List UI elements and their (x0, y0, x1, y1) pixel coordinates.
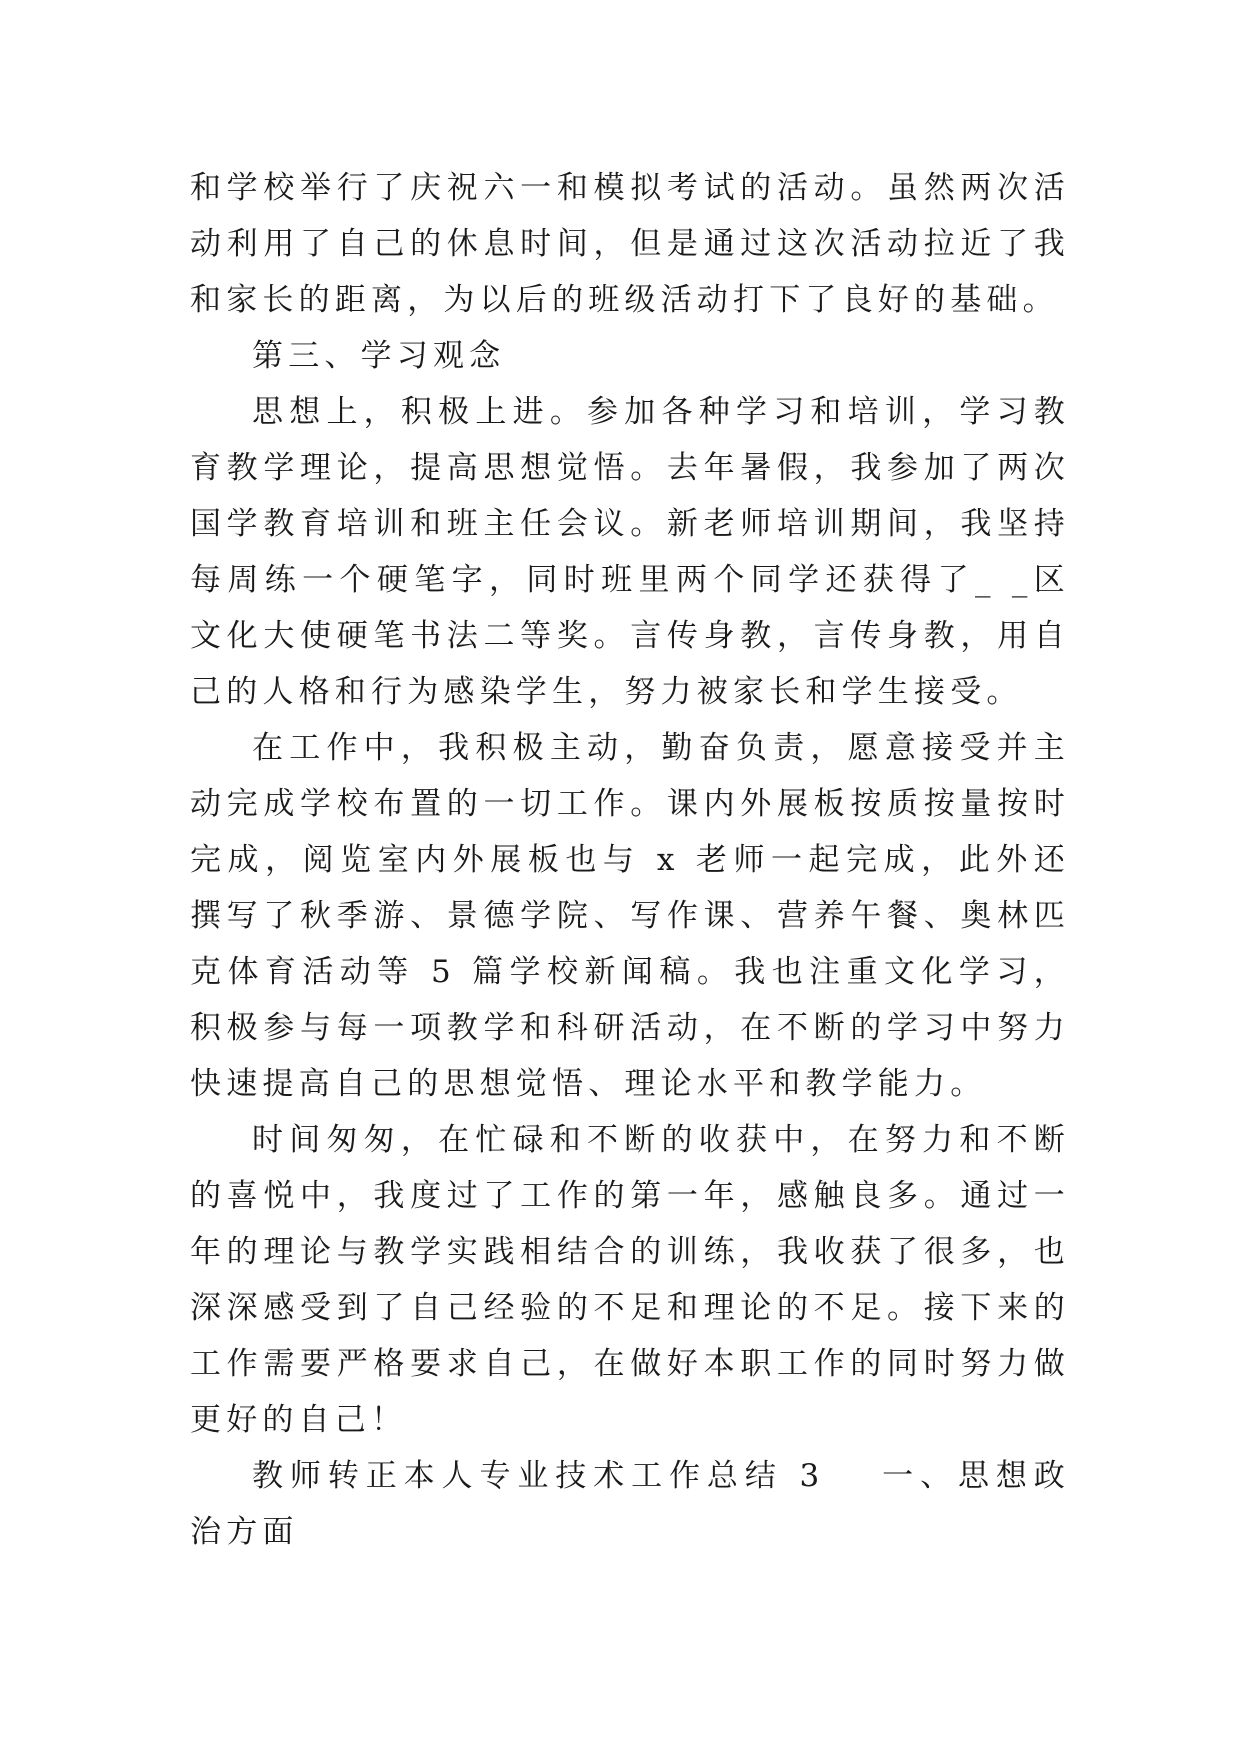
closing-line (190, 1448, 1070, 1560)
closing-title: 教师转正本人专业技术工作总结 3 (252, 1458, 825, 1494)
closing-section: 一、思想政治方面 (190, 1458, 1071, 1550)
paragraph-thinking: 思想上，积极上进。参加各种学习和培训，学习教育教学理论，提高思想觉悟。去年暑假，我参加了两次国学教育培训和班主任会议。新老师培训期间，我坚持每周练一个硬笔字，同时班里两个同学还获得了_ _区文化大使硬笔书法二等奖。言传身教，言传身教，用自己的人格和行为感染学生，努力被家长和学生接受。 (190, 394, 1070, 710)
document-body (190, 160, 1070, 1560)
section-heading: 第三、学习观念 (252, 338, 506, 374)
paragraph-work: 在工作中，我积极主动，勤奋负责，愿意接受并主动完成学校布置的一切工作。课内外展板按质按量按时完成，阅览室内外展板也与 x 老师一起完成，此外还撰写了秋季游、景德学院、写作课、营养午餐、奥林匹克体育活动等 5 篇学校新闻稿。我也注重文化学习，积极参与每一项教学和科研活动，在不断的学习中努力快速提高自己的思想觉悟、理论水平和教学能力。 (190, 730, 1070, 1102)
paragraph-summary: 时间匆匆，在忙碌和不断的收获中，在努力和不断的喜悦中，我度过了工作的第一年，感触良多。通过一年的理论与教学实践相结合的训练，我收获了很多，也深深感受到了自己经验的不足和理论的不足。接下来的工作需要严格要求自己，在做好本职工作的同时努力做更好的自己！ (190, 1122, 1070, 1438)
paragraph-continuation: 和学校举行了庆祝六一和模拟考试的活动。虽然两次活动利用了自己的休息时间，但是通过这次活动拉近了我和家长的距离，为以后的班级活动打下了良好的基础。 (190, 170, 1070, 318)
